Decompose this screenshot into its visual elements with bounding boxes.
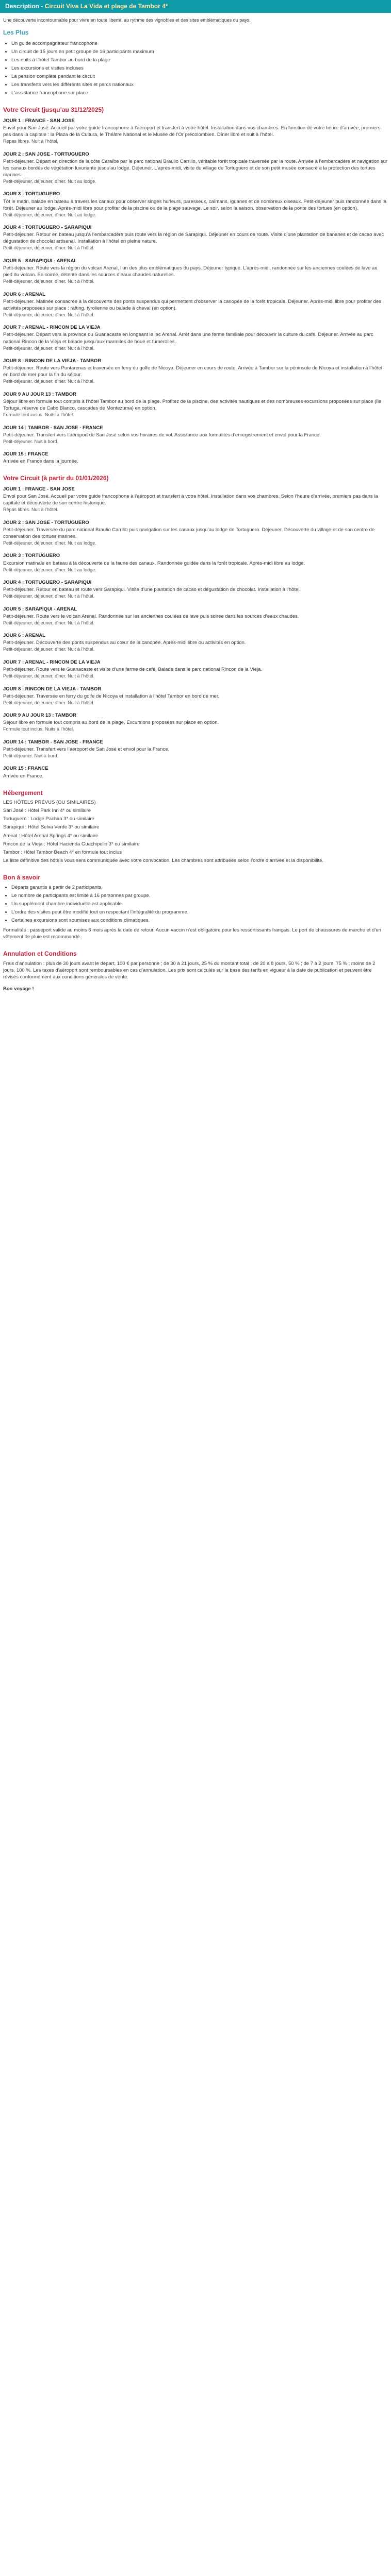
day-title: JOUR 5 : SARAPIQUI - ARENAL — [3, 606, 77, 612]
day-title: JOUR 15 : FRANCE — [3, 451, 48, 457]
itinerary2-heading: Votre Circuit (à partir du 01/01/2026) — [3, 474, 109, 482]
day-text: Arrivée en France dans la journée. — [3, 459, 78, 465]
plus-item: • Les excursions et visites incluses — [11, 65, 388, 72]
day-text: Petit-déjeuner. Route vers le Guanacaste et visite d’une ferme de café. Balade dans le parc national Rincon de la Vieja. — [3, 667, 263, 672]
day-item — [3, 519, 388, 547]
itinerary1-days — [3, 117, 388, 465]
cancellation-text: Frais d’annulation : plus de 30 jours avant le départ, 100 € par personne ; de 30 à 21 jours, 25 % du montant total ; de 20 à 8 jours, 50 % ; de 7 à 2 jours, 75 % ; moins de 2 jours, 100 %. Les taxes d’aéroport sont remboursables en cas d’annulation. Les prix sont calculés sur la base des tarifs en vigueur à la date de publication et peuvent être révisés conformément aux conditions générales de vente. — [3, 960, 376, 980]
day-meals: Petit-déjeuner, déjeuner, dîner. Nuit à l’hôtel. — [3, 700, 95, 705]
day-meals: Petit-déjeuner, déjeuner, dîner. Nuit au lodge. — [3, 567, 96, 572]
page-title — [0, 0, 391, 13]
day-title: JOUR 3 : TORTUGUERO — [3, 553, 60, 559]
closing-text: Bon voyage ! — [3, 986, 34, 992]
day-meals: Repas libres. Nuit à l’hôtel. — [3, 139, 59, 144]
plus-list — [11, 40, 388, 97]
day-text: Petit-déjeuner. Matinée consacrée à la découverte des ponts suspendus qui permettent d’observer la canopée de la forêt tropicale. Déjeuner. Après-midi libre pour profiter des activités proposées sur place : rafting, tyrolienne ou balade à cheval (en option). — [3, 298, 381, 311]
day-item — [3, 659, 388, 680]
day-item — [3, 739, 388, 759]
good-to-know-item: • Départs garantis à partir de 2 participants. — [11, 884, 388, 891]
day-meals: Petit-déjeuner, déjeuner, dîner. Nuit à l’hôtel. — [3, 245, 95, 251]
day-title: JOUR 8 : RINCON DE LA VIEJA - TAMBOR — [3, 358, 102, 364]
day-text: Petit-déjeuner. Transfert vers l’aéroport de San José et envol pour la France. — [3, 746, 170, 752]
day-item — [3, 686, 388, 706]
day-item — [3, 425, 388, 445]
day-item — [3, 606, 388, 626]
day-text: Petit-déjeuner. Retour en bateau jusqu’à l’embarcadère puis route vers la région de Sarapiqui. Déjeuner en cours de route. Visite d’une plantation de bananes et de cacao avec dégustation de chocolat artisanal. Installation à l’hôtel en pleine nature. — [3, 232, 384, 245]
day-title: JOUR 5 : SARAPIQUI - ARENAL — [3, 258, 77, 264]
day-meals: Petit-déjeuner, déjeuner, dîner. Nuit au lodge. — [3, 178, 96, 184]
day-title: JOUR 3 : TORTUGUERO — [3, 191, 60, 197]
day-meals: Petit-déjeuner, déjeuner, dîner. Nuit au lodge. — [3, 540, 96, 546]
day-text: Petit-déjeuner. Traversée en ferry du golfe de Nicoya et installation à l’hôtel Tambor en bord de mer. — [3, 693, 220, 699]
accommodation-block — [3, 799, 388, 864]
day-item — [3, 117, 388, 145]
accommodation-line: La liste définitive des hôtels vous sera communiquée avec votre convocation. Les chambres sont attribuées selon l’ordre d’arrivée et la disponibilité. — [3, 857, 324, 863]
day-meals: Petit-déjeuner. Nuit à bord. — [3, 753, 59, 758]
plus-item: • Un guide accompagnateur francophone — [11, 40, 388, 47]
day-text: Petit-déjeuner. Départ vers la province du Guanacaste en longeant le lac Arenal. Arrêt dans une ferme familiale pour découvrir la culture du café. Déjeuner. Arrivée au parc national Rincon de la Vieja et balade jusqu’aux marmites de boue et fumerolles. — [3, 332, 373, 345]
day-meals: Petit-déjeuner, déjeuner, dîner. Nuit à l’hôtel. — [3, 673, 95, 679]
day-item — [3, 632, 388, 653]
accommodation-line: San José : Hôtel Park Inn 4* ou similaire — [3, 808, 91, 814]
day-title: JOUR 14 : TAMBOR - SAN JOSE - FRANCE — [3, 739, 103, 745]
day-meals: Repas libres. Nuit à l’hôtel. — [3, 507, 59, 513]
title-prefix: Description - — [5, 3, 45, 10]
day-text: Petit-déjeuner. Route vers Puntarenas et traversée en ferry du golfe de Nicoya. Déjeuner en cours de route. Arrivée à Tambor sur la péninsule de Nicoya et installation à l’hôtel en bord de mer pour la fin du séjour. — [3, 365, 382, 378]
day-meals: Formule tout inclus. Nuits à l’hôtel. — [3, 412, 74, 418]
accommodation-line: Sarapiqui : Hôtel Selva Verde 3* ou similaire — [3, 824, 100, 831]
day-text: Petit-déjeuner. Route vers le volcan Arenal. Randonnée sur les anciennes coulées de lave puis soirée dans les sources d’eaux chaudes. — [3, 613, 299, 619]
good-to-know-list — [11, 884, 388, 924]
day-title: JOUR 9 AU JOUR 13 : TAMBOR — [3, 391, 76, 397]
day-text: Petit-déjeuner. Découverte des ponts suspendus au cœur de la canopée. Après-midi libre ou activités en option. — [3, 640, 246, 646]
day-text: Tôt le matin, balade en bateau à travers les canaux pour observer singes hurleurs, paresseux, caïmans, iguanes et de nombreux oiseaux. Petit-déjeuner puis randonnée dans la forêt. Déjeuner au lodge. Après-midi libre pour profiter de la piscine ou de la plage sauvage. Le soir, selon la saison, observation de la ponte des tortues (en option). — [3, 198, 387, 211]
day-meals: Formule tout inclus. Nuits à l’hôtel. — [3, 726, 74, 732]
day-meals: Petit-déjeuner, déjeuner, dîner. Nuit à l’hôtel. — [3, 620, 95, 625]
plus-heading: Les Plus — [3, 28, 29, 36]
day-item — [3, 451, 388, 465]
accommodation-line: Arenal : Hôtel Arenal Springs 4* ou similaire — [3, 833, 99, 839]
day-title: JOUR 1 : FRANCE - SAN JOSE — [3, 117, 75, 124]
day-title: JOUR 7 : ARENAL - RINCON DE LA VIEJA — [3, 659, 101, 665]
day-meals: Petit-déjeuner, déjeuner, dîner. Nuit à l’hôtel. — [3, 345, 95, 351]
day-meals: Petit-déjeuner. Nuit à bord. — [3, 438, 59, 444]
day-item — [3, 486, 388, 513]
good-to-know-text: Formalités : passeport valide au moins 6 mois après la date de retour. Aucun vaccin n’est obligatoire pour les ressortissants français. Le port de chaussures de marche et d’un vêtement de pluie est recommandé. — [3, 927, 381, 940]
day-meals: Petit-déjeuner, déjeuner, dîner. Nuit à l’hôtel. — [3, 312, 95, 317]
day-meals: Petit-déjeuner, déjeuner, dîner. Nuit à l’hôtel. — [3, 647, 95, 652]
cancellation-heading: Annulation et Conditions — [3, 950, 77, 958]
day-title: JOUR 1 : FRANCE - SAN JOSE — [3, 486, 75, 492]
day-title: JOUR 2 : SAN JOSE - TORTUGUERO — [3, 151, 89, 157]
day-title: JOUR 7 : ARENAL - RINCON DE LA VIEJA — [3, 325, 101, 331]
day-title: JOUR 6 : ARENAL — [3, 633, 45, 639]
day-title: JOUR 4 : TORTUGUERO - SARAPIQUI — [3, 225, 92, 231]
good-to-know-item: • Certaines excursions sont soumises aux conditions climatiques. — [11, 917, 388, 924]
day-item — [3, 765, 388, 779]
day-title: JOUR 2 : SAN JOSE - TORTUGUERO — [3, 519, 89, 526]
plus-item: • La pension complète pendant le circuit — [11, 73, 388, 80]
day-title: JOUR 4 : TORTUGUERO - SARAPIQUI — [3, 580, 92, 586]
day-text: Excursion matinale en bateau à la découverte de la faune des canaux. Randonnée guidée dans la forêt tropicale. Après-midi libre au lodge. — [3, 560, 305, 566]
day-title: JOUR 9 AU JOUR 13 : TAMBOR — [3, 713, 76, 719]
day-item — [3, 151, 388, 185]
day-meals: Petit-déjeuner, déjeuner, dîner. Nuit à l’hôtel. — [3, 594, 95, 599]
good-to-know-item: • L’ordre des visites peut être modifié tout en respectant l’intégralité du programme. — [11, 909, 388, 916]
day-item — [3, 712, 388, 733]
day-title: JOUR 14 : TAMBOR - SAN JOSE - FRANCE — [3, 425, 103, 431]
day-text: Séjour libre en formule tout compris au bord de la plage. Excursions proposées sur place en option. — [3, 720, 219, 726]
day-item — [3, 358, 388, 385]
day-text: Petit-déjeuner. Transfert vers l’aéroport de San José selon vos horaires de vol. Assistance aux formalités d’enregistrement et envol pour la France. — [3, 432, 321, 438]
plus-item: • Les nuits à l’hôtel Tambor au bord de la plage — [11, 57, 388, 63]
accommodation-line: Tortuguero : Lodge Pachira 3* ou similaire — [3, 816, 94, 822]
day-title: JOUR 15 : FRANCE — [3, 766, 48, 772]
day-item — [3, 391, 388, 418]
accommodation-heading: Hébergement — [3, 789, 43, 796]
day-meals: Petit-déjeuner, déjeuner, dîner. Nuit à l’hôtel. — [3, 379, 95, 384]
day-text: Petit-déjeuner. Retour en bateau et route vers Sarapiqui. Visite d’une plantation de cacao et dégustation de chocolat. Installation à l’hôtel. — [3, 587, 301, 593]
day-item — [3, 552, 388, 573]
plus-item: • Un circuit de 15 jours en petit groupe de 16 participants maximum — [11, 48, 388, 55]
day-text: Envol pour San José. Accueil par votre guide francophone à l’aéroport et transfert à votre hôtel. Installation dans vos chambres. En fonction de votre heure d’arrivée, premiers pas dans la capitale : la Plaza de la Cultura, le Théâtre National et le Musée de l’Or précolombien. Dîner libre et nuit à l’hôtel. — [3, 125, 381, 138]
day-item — [3, 258, 388, 285]
day-item — [3, 324, 388, 351]
good-to-know-item: • Le nombre de participants est limité à 16 personnes par groupe. — [11, 892, 388, 899]
day-text: Petit-déjeuner. Départ en direction de la côte Caraïbe par le parc national Braulio Carrillo, véritable forêt tropicale traversée par la route. Arrivée à l’embarcadère et navigation sur les canaux bordés de végétation luxuriante jusqu’au lodge. Déjeuner. L’après-midi, visite du village de Tortuguero et de son petit musée consacré à la protection des tortues marines. — [3, 158, 388, 178]
itinerary1-heading: Votre Circuit (jusqu’au 31/12/2025) — [3, 106, 104, 114]
day-title: JOUR 6 : ARENAL — [3, 291, 45, 297]
good-to-know-item: • Un supplément chambre individuelle est applicable. — [11, 901, 388, 907]
day-text: Petit-déjeuner. Traversée du parc national Braulio Carrillo puis navigation sur les canaux jusqu’au lodge de Tortuguero. Déjeuner. Découverte du village et de son centre de conservation des tortues marines. — [3, 527, 375, 539]
day-text: Séjour libre en formule tout compris à l’hôtel Tambor au bord de la plage. Profitez de la piscine, des activités nautiques et des nombreuses excursions proposées sur place (île Tortuga, réserve de Cabo Blanco, cascades de Montezuma) en option. — [3, 398, 382, 412]
day-text: Arrivée en France. — [3, 773, 44, 779]
day-text: Petit-déjeuner. Route vers la région du volcan Arenal, l’un des plus emblématiques du pays. Déjeuner typique. L’après-midi, randonnée sur les anciennes coulées de lave au pied du volcan. En soirée, détente dans les sources d’eaux chaudes naturelles. — [3, 265, 378, 278]
accommodation-line: LES HÔTELS PRÉVUS (OU SIMILAIRES) — [3, 800, 96, 806]
itinerary2-days — [3, 486, 388, 779]
content — [0, 13, 391, 993]
day-meals: Petit-déjeuner, déjeuner, dîner. Nuit à l’hôtel. — [3, 279, 95, 284]
intro-text: Une découverte incontournable pour vivre en toute liberté, au rythme des vignobles et des sites emblématiques du pays. — [3, 17, 251, 23]
good-to-know-heading: Bon à savoir — [3, 874, 41, 882]
plus-item: • L’assistance francophone sur place — [11, 90, 388, 96]
day-meals: Petit-déjeuner, déjeuner, dîner. Nuit au lodge. — [3, 212, 96, 217]
day-title: JOUR 8 : RINCON DE LA VIEJA - TAMBOR — [3, 686, 102, 692]
plus-item: • Les transferts vers les différents sites et parcs nationaux — [11, 81, 388, 88]
day-item — [3, 224, 388, 251]
accommodation-line: Rincon de la Vieja : Hôtel Hacienda Guachipelin 3* ou similaire — [3, 841, 140, 847]
day-text: Envol pour San José. Accueil par votre guide francophone à l’aéroport et transfert à votre hôtel. Installation dans vos chambres. Selon l’heure d’arrivée, premiers pas dans la capitale et découverte de son centre historique. — [3, 494, 378, 506]
day-item — [3, 191, 388, 218]
accommodation-line: Tambor : Hôtel Tambor Beach 4* en formule tout inclus — [3, 849, 122, 855]
day-item — [3, 579, 388, 600]
day-item — [3, 291, 388, 318]
title-main: Circuit Viva La Vida et plage de Tambor 4* — [44, 3, 168, 10]
